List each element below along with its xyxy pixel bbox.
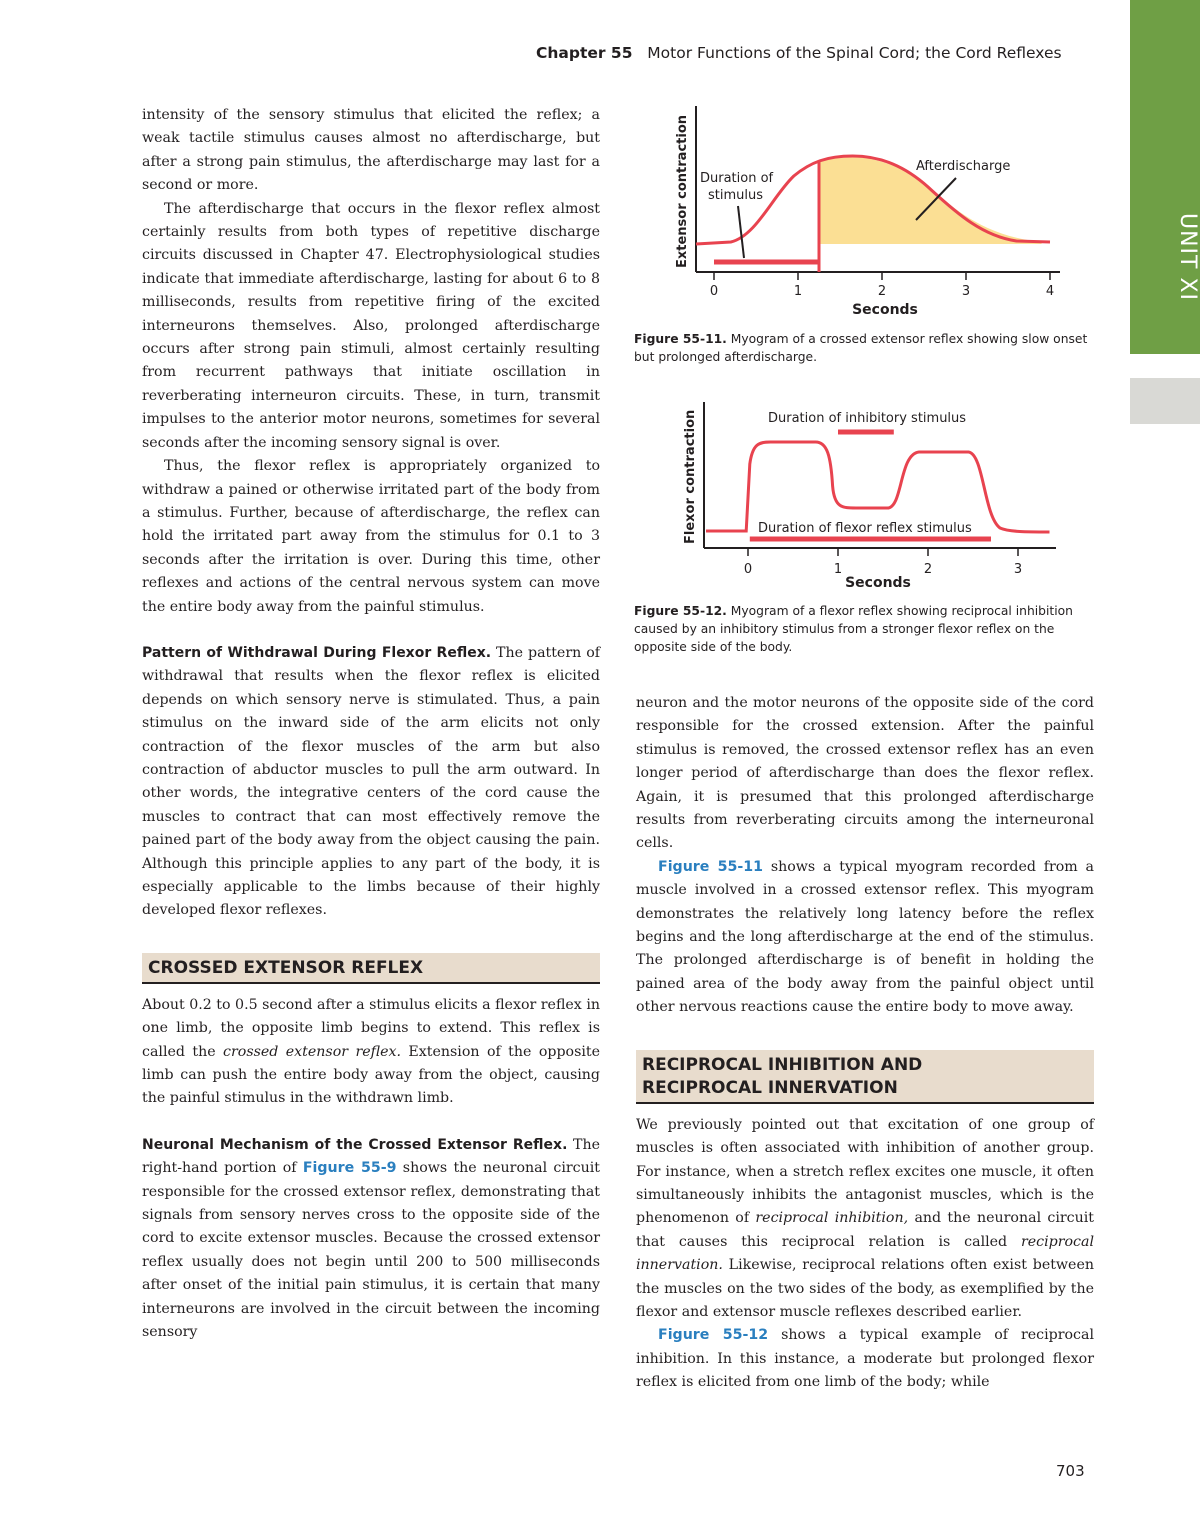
fig11-label-stimulus-line2: stimulus — [708, 188, 764, 203]
figure-link-55-9[interactable]: Figure 55-9 — [302, 1160, 397, 1177]
fig11-label-stimulus-line1: Duration of — [700, 171, 774, 186]
right-paragraph-4: Figure 55-12 shows a typical example of reciprocal inhibition. In this instance, a moderate but prolonged flexor reflex is elicited from one limb of the body; while — [636, 1327, 1094, 1391]
fig12-tick-label-2: 2 — [923, 562, 933, 577]
fig11-xlabel: Seconds — [852, 302, 918, 318]
fig12-label-flexor: Duration of flexor reflex stimulus — [758, 521, 972, 536]
fig12-ylabel: Flexor contraction — [683, 409, 698, 544]
section-heading-crossed-extensor: CROSSED EXTENSOR REFLEX — [142, 953, 600, 984]
right-paragraph-3: We previously pointed out that excitation of one group of muscles is often associated with inhibition of another group. For instance, when a stretch reflex excites one muscle, it often simultaneously inhibits the antagonist muscles, which is the phenomenon of reciprocal inhibition, and the neuronal circuit that causes this reciprocal relation is called reciprocal innervation. Likewise, reciprocal relations often exist between the muscles on the two sides of the body, as exemplified by the flexor and extensor muscle reflexes described earlier. — [636, 1116, 1095, 1320]
fig11-tick-label-3: 3 — [961, 284, 971, 299]
fig12-tick-label-3: 3 — [1013, 562, 1023, 577]
right-paragraph-2: Figure 55-11 shows a typical myogram recorded from a muscle involved in a crossed extensor reflex. This myogram demonstrates the relatively long latency before the reflex begins and the long afterdischarge at the end of the stimulus. The prolonged afterdischarge is of benefit in holding the pained area of the body away from the painful object until other nervous reactions cause the entire body to move away. — [636, 858, 1094, 1016]
fig11-label-afterdischarge: Afterdischarge — [916, 159, 1011, 174]
figure-55-12-caption: Figure 55-12. Myogram of a flexor reflex showing reciprocal inhibition caused by an inhibitory stimulus from a stronger flexor reflex on the opposite side of the body. — [634, 604, 1073, 654]
left-paragraph-3: Thus, the flexor reflex is appropriately organized to withdraw a pained or otherwise irritated part of the body from a stimulus. Further, because of afterdischarge, the reflex can hold the irritated part away from the stimulus for 0.1 to 3 seconds after the irritation is over. During this time, other reflexes and actions of the central nervous system can move the entire body away from the painful stimulus. — [142, 458, 600, 615]
fig11-tick-label-4: 4 — [1045, 284, 1055, 299]
unit-tab — [1130, 0, 1200, 354]
right-column — [636, 692, 1094, 1395]
left-paragraph-4: Pattern of Withdrawal During Flexor Reflex. The pattern of withdrawal that results when the flexor reflex is elicited depends on which sensory nerve is stimulated. Thus, a pain stimulus on the inward side of the arm elicits not only contraction of the flexor muscles of the arm but also contraction of abductor muscles to pull the arm outward. In other words, the integrative centers of the cord cause the muscles to contract that can most effectively remove the pained part of the body away from the object causing the pain. Although this principle applies to any part of the body, it is especially applicable to the limbs because of their highly developed flexor reflexes. — [142, 644, 600, 919]
fig11-tick-label-1: 1 — [793, 284, 803, 299]
runin-neuronal-mechanism: Neuronal Mechanism of the Crossed Extensor Reflex. — [142, 1136, 568, 1153]
fig12-xlabel: Seconds — [845, 575, 911, 591]
fig11-ylabel: Extensor contraction — [675, 114, 690, 268]
fig12-tick-label-1: 1 — [833, 562, 843, 577]
figure-link-55-12[interactable]: Figure 55-12 — [658, 1327, 769, 1344]
page-number: 703 — [1056, 1462, 1085, 1480]
fig11-tick-label-2: 2 — [877, 284, 887, 299]
fig11-stimulus-pointer — [738, 206, 744, 258]
fig12-tick-label-0: 0 — [743, 562, 753, 577]
running-header — [536, 44, 1062, 62]
chapter-title: Motor Functions of the Spinal Cord; the Cord Reflexes — [647, 44, 1062, 62]
left-paragraph-1: intensity of the sensory stimulus that elicited the reflex; a weak tactile stimulus causes almost no afterdischarge, but after a strong pain stimulus, the afterdischarge may last for a second or more. — [142, 107, 600, 194]
fig12-label-inhibitory: Duration of inhibitory stimulus — [768, 411, 967, 426]
fig12-plot-area — [704, 402, 1056, 577]
unit-tab-label: UNIT XI — [1175, 213, 1200, 302]
fig11-tick-label-0: 0 — [709, 284, 719, 299]
runin-pattern-withdrawal: Pattern of Withdrawal During Flexor Reflex. — [142, 644, 492, 661]
unit-tab-secondary — [1130, 378, 1200, 424]
left-paragraph-5: About 0.2 to 0.5 second after a stimulus elicits a flexor reflex in one limb, the opposite limb begins to extend. This reflex is called the crossed extensor reflex. Extension of the opposite limb can push the entire body away from the object, causing the painful stimulus in the withdrawn limb. — [142, 996, 600, 1107]
left-column — [142, 104, 600, 1345]
chapter-number: Chapter 55 — [536, 44, 633, 62]
section-heading-reciprocal: RECIPROCAL INHIBITION AND RECIPROCAL INNERVATION — [636, 1050, 1094, 1104]
figure-link-55-11[interactable]: Figure 55-11 — [658, 858, 764, 875]
figure-55-11-caption: Figure 55-11. Myogram of a crossed extensor reflex showing slow onset but prolonged afterdischarge. — [634, 332, 1088, 364]
figure-55-12 — [660, 396, 1100, 596]
right-paragraph-1: neuron and the motor neurons of the opposite side of the cord responsible for the crossed extension. After the painful stimulus is removed, the crossed extensor reflex has an even longer period of afterdischarge than does the flexor reflex. Again, it is presumed that this prolonged afterdischarge results from reverberating circuits among the interneuronal cells. — [636, 695, 1094, 852]
left-paragraph-6: Neuronal Mechanism of the Crossed Extensor Reflex. The right-hand portion of Figure 55-9 shows the neuronal circuit responsible for the crossed extensor reflex, demonstrating that signals from sensory nerves cross to the opposite side of the cord to excite extensor muscles. Because the crossed extensor reflex usually does not begin until 200 to 500 milliseconds after onset of the initial pain stimulus, it is certain that many interneurons are involved in the circuit between the incoming sensory — [142, 1136, 600, 1341]
left-paragraph-2: The afterdischarge that occurs in the flexor reflex almost certainly results from both types of repetitive discharge circuits discussed in Chapter 47. Electrophysiological studies indicate that immediate afterdischarge, lasting for about 6 to 8 milliseconds, results from repetitive firing of the excited interneurons themselves. Also, prolonged afterdischarge occurs after strong pain stimuli, almost certainly resulting from recurrent pathways that initiate oscillation in reverberating interneuron circuits. These, in turn, transmit impulses to the anterior motor neurons, sometimes for several seconds after the incoming sensory signal is over. — [142, 200, 600, 451]
figure-55-11 — [660, 96, 1100, 326]
fig12-curve — [706, 442, 1050, 532]
